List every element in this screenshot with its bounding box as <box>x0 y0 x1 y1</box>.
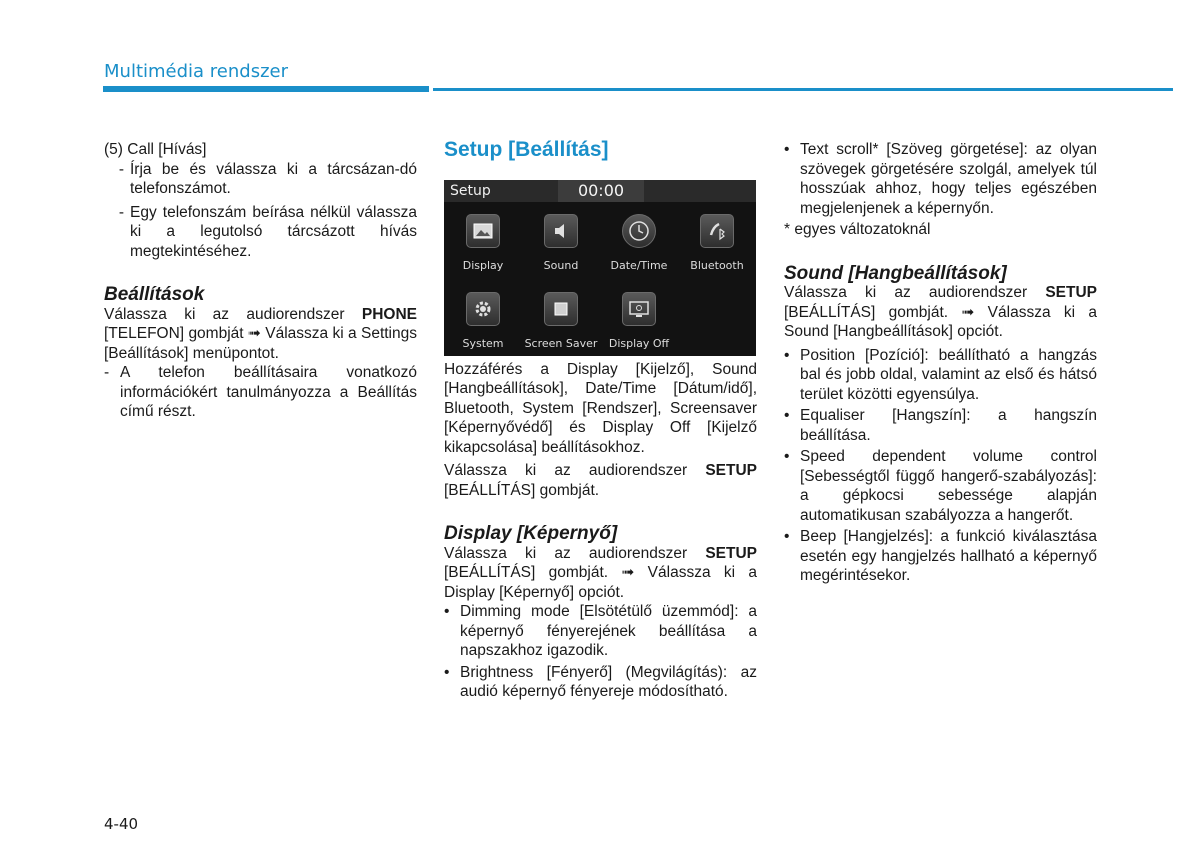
display-bullet <box>444 663 757 702</box>
call-item <box>104 160 417 199</box>
setup-instructions: Válassza ki az audiorendszer SETUP [BEÁLLÍTÁS] gombját. <box>444 462 757 499</box>
scroll-bullet <box>784 140 1097 218</box>
bullet-marker: • <box>444 663 450 681</box>
bullet-marker: • <box>784 448 790 465</box>
call-heading: (5) Call [Hívás] <box>104 141 207 158</box>
clock-icon <box>622 214 656 248</box>
chapter-title: Multimédia rendszer <box>104 61 288 82</box>
dash-marker: - <box>104 364 110 381</box>
section-title: Setup [Beállítás] <box>444 138 609 161</box>
access-description: Hozzáférés a Display [Kijelző], Sound [Hangbeállítások], Date/Time [Dátum/idő], Bluetooth, System [Rendszer], Screensaver [Képernyővédő] és Display Off [Kijelző kikapcsolása] beállításokhoz. <box>444 360 757 456</box>
header-rule-right <box>433 88 1173 91</box>
bullet-text: Position [Pozíció]: beállítható a hangzás bal és jobb oldal, valamint az első és hátsó terület közötti egyensúlya. <box>800 346 1097 403</box>
screen-item-system: System <box>462 336 504 350</box>
settings-note <box>104 363 417 422</box>
sound-bullet <box>784 447 1097 525</box>
settings-instructions: Válassza ki az audiorendszer PHONE [TELEFON] gombját ➟ Válassza ki a Settings [Beállítások] menüpontot. <box>104 305 417 362</box>
call-item-text: Egy telefonszám beírása nélkül válassza ki a legutolsó tárcsázott hívás megtekintéséhez. <box>130 203 417 260</box>
screen-item-sound: Sound <box>543 258 579 272</box>
bullet-marker: • <box>784 141 790 158</box>
screen-saver-icon <box>544 292 578 326</box>
screen-item-screen-saver: Screen Saver <box>524 336 598 350</box>
settings-note-text: A telefon beállításaira vonatkozó információkért tanulmányozza a Beállítás című részt. <box>120 364 417 420</box>
bullet-text: Beep [Hangjelzés]: a funkció kiválasztása esetén egy hangjelzés hallható a képernyő megérintésekor. <box>800 528 1097 584</box>
bullet-text: Equaliser [Hangszín]: a hangszín beállítása. <box>800 407 1097 444</box>
settings-heading: Beállítások <box>104 284 205 305</box>
display-heading: Display [Képernyő] <box>444 523 618 544</box>
bullet-text: Brightness [Fényerő] (Megvilágítás): az audió képernyő fényereje módosítható. <box>460 663 757 700</box>
screen-title: Setup <box>450 182 491 199</box>
bullet-marker: • <box>784 407 790 424</box>
bullet-marker: • <box>784 528 790 545</box>
sound-heading: Sound [Hangbeállítások] <box>784 262 1007 284</box>
speaker-icon <box>544 214 578 248</box>
header-rule-left <box>103 86 429 92</box>
bullet-text: Text scroll* [Szöveg görgetése]: az olyan szövegek görgetésére szolgál, amelyek túl hosszúak ahhoz, hogy teljes egészében megjelenjenek a képernyőn. <box>800 141 1097 217</box>
gear-icon <box>466 292 500 326</box>
column-left <box>104 140 417 422</box>
sound-instructions: Válassza ki az audiorendszer SETUP [BEÁLLÍTÁS] gombját. ➟ Válassza ki a Sound [Hangbeállítások] opciót. <box>784 284 1097 340</box>
dash-marker: - <box>118 203 124 221</box>
screen-item-bluetooth: Bluetooth <box>690 258 744 272</box>
sound-bullet <box>784 406 1097 445</box>
bullet-marker: • <box>784 346 790 364</box>
page-number: 4-40 <box>104 815 139 833</box>
call-item <box>104 203 417 262</box>
sound-bullet <box>784 346 1097 405</box>
call-item-text: Írja be és válassza ki a tárcsázan-dó telefonszámot. <box>130 160 417 197</box>
screen-clock: 00:00 <box>558 180 644 202</box>
bullet-text: Dimming mode [Elsötétülő üzemmód]: a képernyő fényerejének beállítása a napszakhoz igazodik. <box>460 603 757 659</box>
column-right <box>784 140 1097 588</box>
display-instructions: Válassza ki az audiorendszer SETUP [BEÁLLÍTÁS] gombját. ➟ Válassza ki a Display [Képernyő] opciót. <box>444 544 757 601</box>
sound-bullet <box>784 527 1097 586</box>
display-bullet <box>444 602 757 661</box>
dash-marker: - <box>118 160 124 178</box>
display-icon <box>466 214 500 248</box>
screen-item-datetime: Date/Time <box>610 258 668 272</box>
screen-item-display-off: Display Off <box>608 336 670 350</box>
bullet-text: Speed dependent volume control [Sebességtől függő hangerő-szabályozás]: a gépkocsi sebessége alapján automatikusan szabályozza a hangerőt. <box>800 448 1097 524</box>
bullet-marker: • <box>444 603 450 620</box>
bluetooth-phone-icon <box>700 214 734 248</box>
column-middle <box>444 140 757 704</box>
footnote: * egyes változatoknál <box>784 221 931 238</box>
screen-item-display: Display <box>462 258 504 272</box>
setup-screen-image <box>444 180 756 356</box>
display-off-icon <box>622 292 656 326</box>
